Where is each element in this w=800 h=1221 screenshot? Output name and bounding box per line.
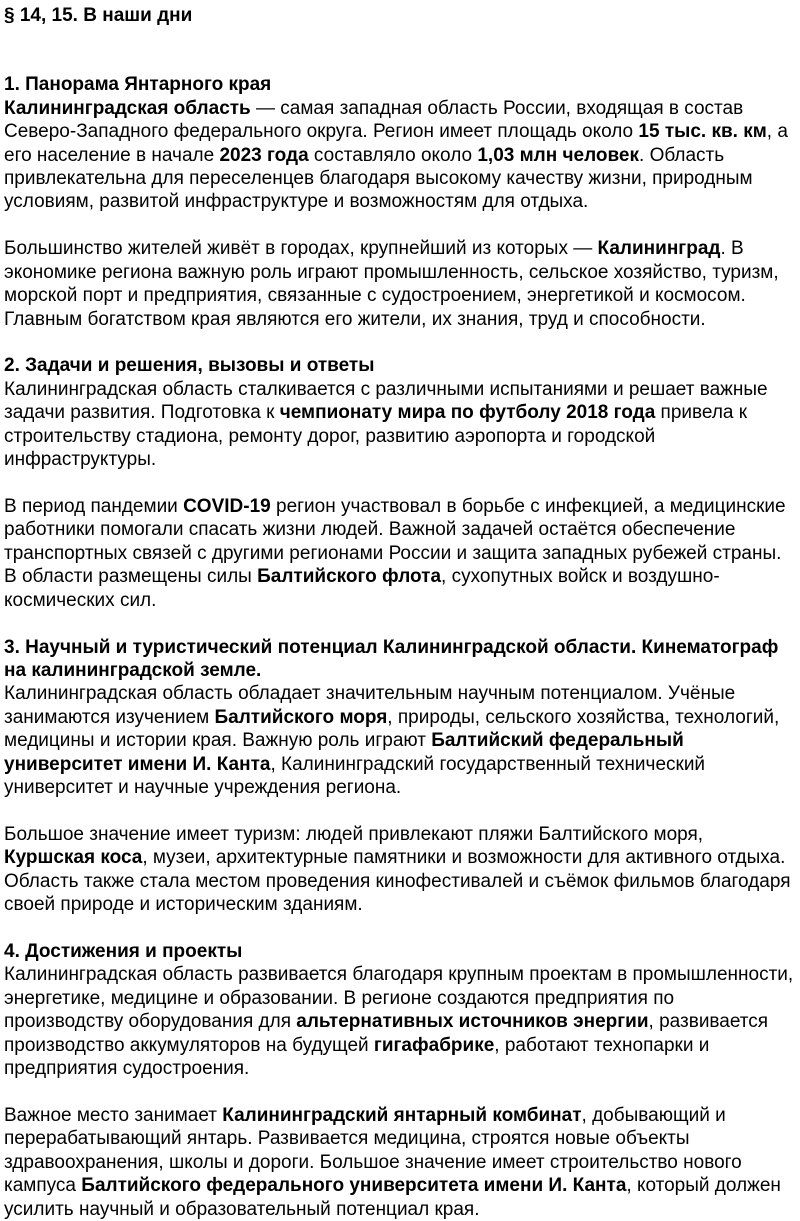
text-run: Калининградская область сталкивается с различными испытаниями и решает важные задачи развития. Подготовка к bbox=[4, 378, 768, 424]
bold-term: Куршская коса bbox=[4, 847, 143, 869]
bold-term: альтернативных источников энергии bbox=[296, 1011, 649, 1033]
text-run: , работают технопарки и предприятия судостроения. bbox=[4, 1034, 710, 1080]
section-3 bbox=[4, 636, 796, 917]
section-1 bbox=[4, 73, 796, 331]
text-run: , добывающий и перерабатывающий янтарь. Развивается медицина, строятся новые объекты здравоохранения, школы и дороги. Большое значение имеет строительство нового кампуса bbox=[4, 1104, 742, 1197]
text-run: регион участвовал в борьбе с инфекцией, а медицинские работники помогали спасать жизни людей. Важной задачей остаётся обеспечение транспортных связей с другими регионами России и защита западных рубежей страны. В области размещены силы bbox=[4, 496, 786, 588]
text-run: — самая западная область России, входящая в состав Северо-Западного федерального округа. Регион имеет площадь около bbox=[4, 97, 744, 143]
text-run: Большинство жителей живёт в городах, крупнейший из которых — bbox=[4, 238, 598, 260]
paragraph bbox=[4, 495, 796, 612]
bold-term: 2023 года bbox=[219, 144, 309, 166]
bold-term: Калининградский янтарный комбинат bbox=[222, 1104, 582, 1126]
page-title: § 14, 15. В наши дни bbox=[4, 5, 193, 26]
text-run: Калининградская область развивается благодаря крупным проектам в промышленности, энергетике, медицине и образовании. В регионе создаются предприятия по производству оборудования для bbox=[4, 964, 794, 1033]
section-title: 4. Достижения и проекты bbox=[4, 941, 243, 962]
bold-term: Калининград bbox=[597, 238, 721, 260]
bold-term: Балтийского флота bbox=[257, 566, 442, 588]
paragraph bbox=[4, 97, 796, 214]
text-run: В период пандемии bbox=[4, 496, 184, 517]
text-run: привела к строительству стадиона, ремонту дорог, развитию аэропорта и городской инфраструктуры. bbox=[4, 402, 748, 471]
document-body bbox=[4, 73, 796, 1221]
text-run: , музеи, архитектурные памятники и возможности для активного отдыха. Область также стала местом проведения кинофестивалей и съёмок фильмов благодаря своей природе и историческим зданиям. bbox=[4, 847, 791, 916]
bold-term: гигафабрике bbox=[373, 1034, 495, 1056]
text-run: Калининградская область обладает значительным научным потенциалом. Учёные занимаются изучением bbox=[4, 683, 736, 728]
paragraph bbox=[4, 1104, 796, 1221]
text-run: . Область привлекательна для переселенцев благодаря высокому качеству жизни, природным условиям, развитой инфраструктуре и возможностям для отдыха. bbox=[4, 144, 753, 213]
text-run: составляло около bbox=[308, 144, 478, 166]
text-run: , развивается производство аккумуляторов на будущей bbox=[4, 1011, 769, 1056]
text-run: Важное место занимает bbox=[4, 1104, 223, 1126]
text-run: , Калининградский государственный технический университет и научные учреждения региона. bbox=[4, 753, 706, 798]
section-2 bbox=[4, 354, 796, 612]
paragraph bbox=[4, 378, 796, 472]
bold-term: Калининградская область bbox=[4, 97, 251, 119]
bold-term: Балтийского федерального университета имени И. Канта bbox=[81, 1175, 627, 1197]
paragraph bbox=[4, 237, 796, 331]
paragraph bbox=[4, 682, 796, 799]
bold-term: Балтийского моря bbox=[214, 706, 388, 728]
text-run: . В экономике региона важную роль играют промышленность, сельское хозяйство, туризм, морской порт и предприятия, связанные с судостроением, энергетикой и космосом. Главным богатством края являются его жители, их знания, труд и способности. bbox=[4, 238, 779, 330]
bold-term: 1,03 млн человек bbox=[477, 144, 640, 166]
paragraph bbox=[4, 963, 796, 1080]
section-4 bbox=[4, 940, 796, 1221]
text-run: , который должен усилить научный и образовательный потенциал края. bbox=[4, 1175, 781, 1220]
bold-term: COVID-19 bbox=[183, 496, 271, 517]
text-run: Большое значение имеет туризм: людей привлекают пляжи Балтийского моря, bbox=[4, 823, 704, 845]
text-run: , природы, сельского хозяйства, технологий, медицины и истории края. Важную роль играют bbox=[4, 706, 780, 752]
bold-term: чемпионату мира по футболу 2018 года bbox=[279, 402, 656, 424]
section-title: 1. Панорама Янтарного края bbox=[4, 74, 272, 96]
text-run: , а его население в начале bbox=[4, 121, 788, 166]
paragraph bbox=[4, 823, 796, 917]
bold-term: Балтийский федеральный университет имени И. Канта bbox=[4, 730, 684, 775]
section-title: 2. Задачи и решения, вызовы и ответы bbox=[4, 355, 375, 377]
bold-term: 15 тыс. кв. км bbox=[638, 121, 767, 143]
text-run: , сухопутных войск и воздушно-космических сил. bbox=[4, 566, 720, 611]
section-title: 3. Научный и туристический потенциал Калининградской области. Кинематограф на калининградской земле. bbox=[4, 636, 779, 681]
